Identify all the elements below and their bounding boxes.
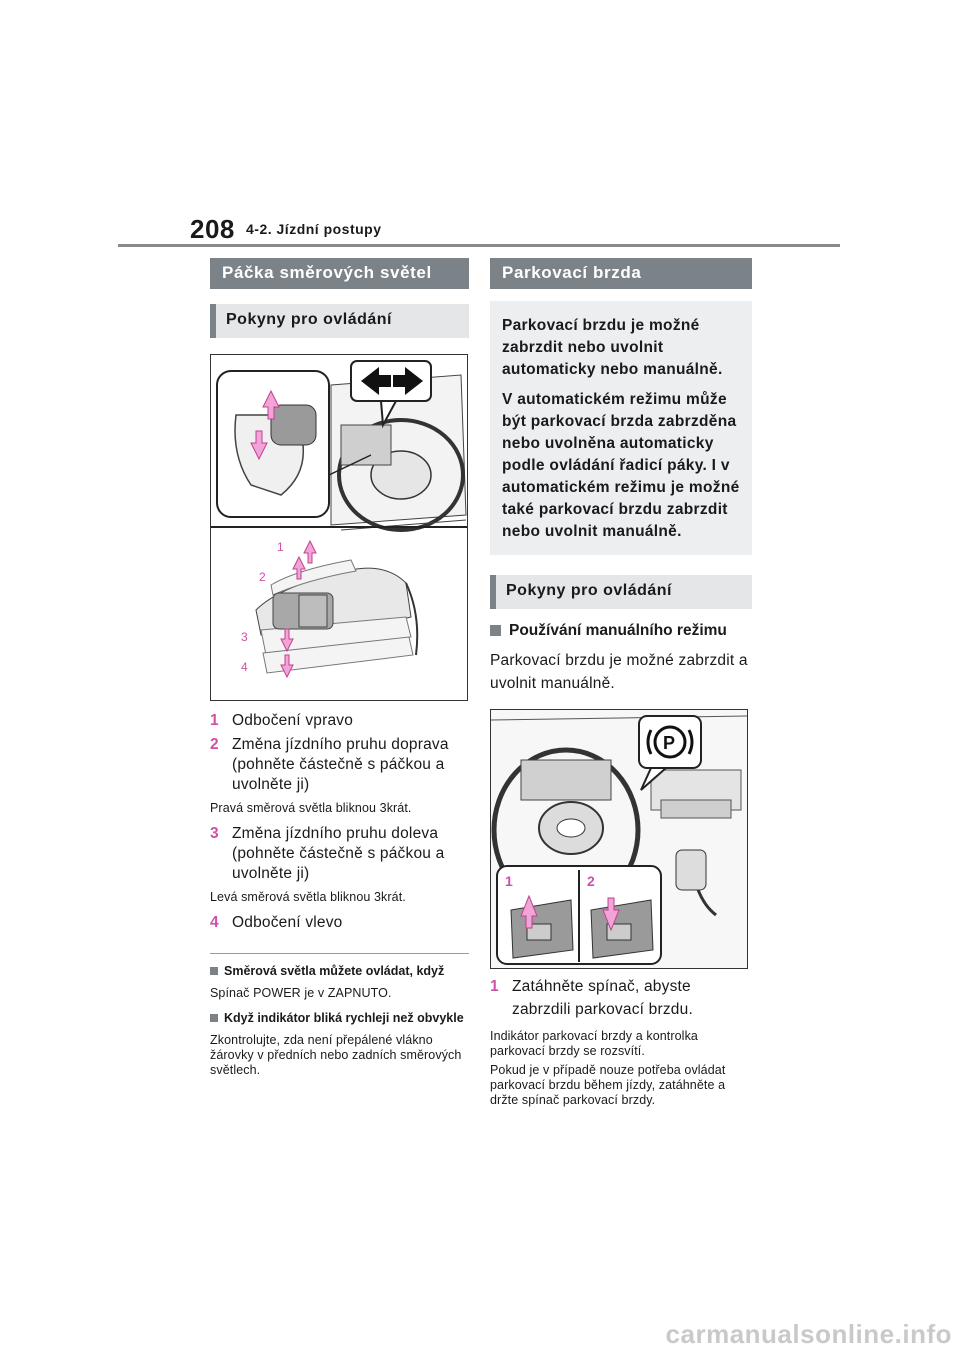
p-symbol: P [663, 733, 676, 753]
turn-signal-band: Páčka směrových světel [210, 258, 469, 289]
list-number: 2 [210, 736, 219, 753]
figure-label-3: 3 [241, 630, 248, 644]
parking-brake-figure [490, 709, 748, 969]
intro-paragraph: V automatickém režimu může být parkovací brzda zabrzděna nebo uvolněna automaticky podle ovládání řadicí páky. I v automatickém režimu je možné také parkovací brzdu zabrzdit nebo uvolnit manuálně. [502, 391, 740, 540]
note-bullet [210, 1014, 218, 1022]
intro-paragraph: Parkovací brzdu je možné zabrzdit nebo uvolnit automaticky nebo manuálně. [502, 317, 723, 378]
note-bullet [210, 967, 218, 975]
parking-brake-intro [490, 301, 752, 555]
watermark: carmanualsonline.info [665, 1319, 952, 1349]
note-body: Zkontrolujte, zda není přepálené vlákno žárovky v předních nebo zadních směrových světlech. [210, 1033, 462, 1077]
heading-bullet [490, 625, 501, 636]
right-instructions-band: Pokyny pro ovládání [490, 575, 752, 609]
turn-signal-figure [210, 354, 468, 701]
right-column [490, 258, 752, 1108]
note-title: Když indikátor bliká rychleji než obvykle [210, 1011, 469, 1025]
list-text: Odbočení vpravo [232, 712, 354, 729]
list-number: 3 [210, 825, 219, 842]
parking-brake-band: Parkovací brzda [490, 258, 752, 289]
figure-label-1: 1 [505, 873, 513, 889]
list-text: Změna jízdního pruhu doleva (pohněte částečně s páčkou a uvolněte ji) [232, 825, 445, 882]
left-notes [210, 953, 469, 1078]
page-number: 208 [190, 214, 235, 244]
note-body: Indikátor parkovací brzdy a kontrolka parkovací brzdy se rozsvítí. [490, 1029, 698, 1058]
list-item [210, 735, 469, 795]
header-rule [118, 244, 840, 247]
list-note: Levá směrová světla bliknou 3krát. [210, 890, 406, 904]
list-item [490, 975, 752, 1021]
figure-label-2: 2 [587, 873, 595, 889]
left-column [210, 258, 469, 1078]
note-body: Spínač POWER je v ZAPNUTO. [210, 986, 392, 1000]
figure-label-4: 4 [241, 660, 248, 674]
figure-label-1: 1 [277, 540, 284, 554]
list-number: 1 [490, 978, 499, 995]
list-number: 4 [210, 914, 219, 931]
list-number: 1 [210, 712, 219, 729]
left-instructions-band: Pokyny pro ovládání [210, 304, 469, 338]
list-item [210, 824, 469, 884]
turn-signal-illustration [211, 355, 468, 701]
manual-mode-heading: Používání manuálního režimu [490, 621, 752, 641]
note-body: Pokud je v případě nouze potřeba ovládat parkovací brzdu během jízdy, zatáhněte a držte spínač parkovací brzdy. [490, 1063, 726, 1107]
list-item [210, 913, 469, 933]
list-text: Změna jízdního pruhu doprava (pohněte částečně s páčkou a uvolněte ji) [232, 736, 449, 793]
parking-brake-illustration [491, 710, 748, 969]
turn-signal-list [210, 711, 469, 933]
note-title: Směrová světla můžete ovládat, když [210, 964, 469, 978]
section-title: 4-2. Jízdní postupy [246, 221, 382, 237]
list-item [210, 711, 469, 731]
list-text: Zatáhněte spínač, abyste zabrzdili parkovací brzdu. [512, 978, 693, 1018]
list-note: Pravá směrová světla bliknou 3krát. [210, 801, 412, 815]
figure-label-2: 2 [259, 570, 266, 584]
manual-mode-body: Parkovací brzdu je možné zabrzdit a uvolnit manuálně. [490, 652, 748, 692]
list-text: Odbočení vlevo [232, 914, 343, 931]
